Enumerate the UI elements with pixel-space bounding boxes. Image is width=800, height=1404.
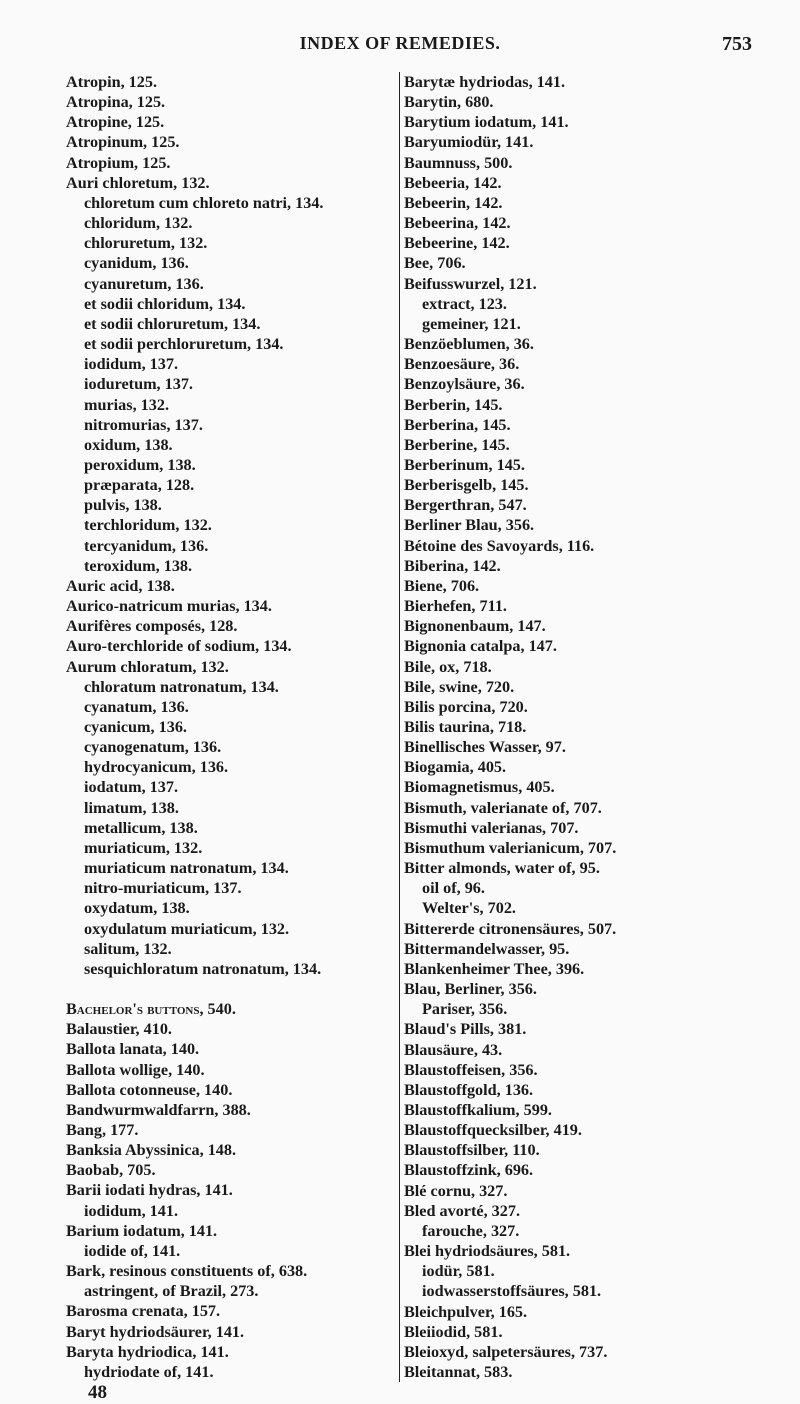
- index-subentry: salitum, 132.: [84, 939, 172, 958]
- index-entry: Blausäure, 43.: [404, 1040, 503, 1059]
- index-entry: Barytium iodatum, 141.: [404, 113, 569, 132]
- index-subentry: iodidum, 141.: [84, 1201, 179, 1220]
- index-entry: Baryt hydriodsäurer, 141.: [66, 1322, 245, 1341]
- index-entry: Aurifères composés, 128.: [66, 617, 238, 636]
- index-entry: Bilis porcina, 720.: [404, 697, 528, 716]
- index-subentry: chloretum cum chloreto natri, 134.: [84, 193, 324, 212]
- index-entry: Barytæ hydriodas, 141.: [404, 73, 565, 91]
- index-entry: Benzöeblumen, 36.: [404, 335, 534, 354]
- index-subentry: limatum, 138.: [84, 798, 179, 817]
- index-entry: Berberisgelb, 145.: [404, 476, 529, 495]
- index-subentry: Pariser, 356.: [422, 1000, 508, 1019]
- index-entry: Ballota cotonneuse, 140.: [66, 1080, 233, 1099]
- index-entry: Barium iodatum, 141.: [66, 1221, 218, 1240]
- index-subentry: iodwasserstoffsäures, 581.: [422, 1282, 602, 1301]
- index-entry: Baobab, 705.: [66, 1161, 156, 1180]
- index-subentry: muriaticum, 132.: [84, 838, 203, 857]
- index-subentry: oil of, 96.: [422, 879, 485, 898]
- index-column-right: [399, 72, 784, 1382]
- index-entry: Blaustoffsilber, 110.: [404, 1141, 540, 1160]
- index-entry: Blaustoffquecksilber, 419.: [404, 1121, 582, 1140]
- index-entry: Baumnuss, 500.: [404, 153, 513, 172]
- index-entry: Bismuthum valerianicum, 707.: [404, 838, 617, 857]
- index-subentry: iodide of, 141.: [84, 1241, 181, 1260]
- index-entry: Atropinum, 125.: [66, 133, 180, 152]
- index-entry: Bilis taurina, 718.: [404, 718, 527, 736]
- index-entry: Blankenheimer Thee, 396.: [404, 959, 585, 978]
- index-entry: Blaustoffgold, 136.: [404, 1080, 534, 1099]
- index-subentry: hydriodate of, 141.: [84, 1362, 214, 1381]
- index-entry: Blaustoffzink, 696.: [404, 1161, 534, 1180]
- index-entry: Blé cornu, 327.: [404, 1181, 508, 1200]
- index-entry: Berliner Blau, 356.: [404, 516, 535, 535]
- index-subentry: cyanatum, 136.: [84, 697, 189, 716]
- index-entry: Auric acid, 138.: [66, 576, 175, 595]
- index-entry: Biogamia, 405.: [404, 758, 507, 777]
- index-entry: Bittererde citronensäures, 507.: [404, 919, 617, 938]
- index-entry: Balaustier, 410.: [66, 1020, 172, 1039]
- index-entry: Bleioxyd, salpetersäures, 737.: [404, 1342, 608, 1361]
- index-entry: Blau, Berliner, 356.: [404, 980, 537, 999]
- index-subentry: cyanuretum, 136.: [84, 274, 204, 293]
- index-entry: Blei hydriodsäures, 581.: [404, 1242, 571, 1261]
- index-entry: Atropium, 125.: [66, 153, 171, 172]
- index-subentry: teroxidum, 138.: [84, 556, 193, 575]
- index-subentry: murias, 132.: [84, 395, 169, 414]
- index-entry: Banksia Abyssinica, 148.: [66, 1141, 237, 1160]
- index-entry: Biene, 706.: [404, 576, 480, 595]
- index-entry: Bile, ox, 718.: [404, 657, 492, 676]
- index-subentry: et sodii chloridum, 134.: [84, 294, 246, 313]
- index-entry: Biomagnetismus, 405.: [404, 778, 555, 797]
- index-entry: Aurum chloratum, 132.: [66, 657, 229, 676]
- index-subentry: iodidum, 137.: [84, 355, 179, 374]
- index-entry: Bleiiodid, 581.: [404, 1322, 503, 1341]
- index-entry: Biberina, 142.: [404, 556, 501, 575]
- index-entry: Bignonia catalpa, 147.: [404, 637, 557, 656]
- index-entry: Baryumiodür, 141.: [404, 133, 534, 152]
- index-entry: Bittermandelwasser, 95.: [404, 939, 570, 958]
- index-entry: Bitter almonds, water of, 95.: [404, 859, 600, 878]
- index-subentry: oxidum, 138.: [84, 435, 173, 454]
- index-entry: Barii iodati hydras, 141.: [66, 1181, 233, 1200]
- index-entry: Bandwurmwaldfarrn, 388.: [66, 1100, 251, 1119]
- index-entry: Baryta hydriodica, 141.: [66, 1342, 229, 1361]
- index-subentry: chloridum, 132.: [84, 214, 193, 233]
- index-entry: Bebeerina, 142.: [404, 214, 511, 233]
- index-entry: Ballota wollige, 140.: [66, 1060, 205, 1079]
- index-entry: Bang, 177.: [66, 1120, 139, 1139]
- index-entry: Blaustoffeisen, 356.: [404, 1060, 538, 1079]
- page-number: 753: [722, 33, 752, 55]
- index-entry: Barosma crenata, 157.: [66, 1302, 221, 1321]
- index-entry: Bebeerine, 142.: [404, 234, 510, 253]
- index-column-left: [66, 72, 396, 1404]
- index-subentry: hydrocyanicum, 136.: [84, 758, 229, 777]
- index-entry: Bétoine des Savoyards, 116.: [404, 536, 595, 555]
- index-subentry: muriaticum natronatum, 134.: [84, 859, 289, 878]
- index-entry: Bleitannat, 583.: [404, 1363, 513, 1381]
- index-subentry: præparata, 128.: [84, 476, 195, 495]
- index-entry: Bile, swine, 720.: [404, 677, 515, 696]
- index-entry: Bee, 706.: [404, 254, 466, 273]
- index-entry: Benzoylsäure, 36.: [404, 375, 525, 394]
- index-subentry: cyanicum, 136.: [84, 718, 187, 736]
- index-entry: Aurico-natricum murias, 134.: [66, 597, 272, 616]
- index-entry: Bebeeria, 142.: [404, 173, 502, 192]
- index-subentry: oxydatum, 138.: [84, 899, 190, 918]
- index-entry: Bebeerin, 142.: [404, 193, 503, 212]
- index-subentry: gemeiner, 121.: [422, 314, 521, 333]
- index-subentry: cyanidum, 136.: [84, 254, 189, 273]
- index-subentry: pulvis, 138.: [84, 496, 162, 515]
- index-entry: Beifusswurzel, 121.: [404, 274, 537, 293]
- index-entry: Bismuth, valerianate of, 707.: [404, 798, 602, 817]
- index-subentry: farouche, 327.: [422, 1221, 520, 1240]
- index-entry: Auri chloretum, 132.: [66, 173, 210, 192]
- index-entry: Berberin, 145.: [404, 395, 503, 414]
- index-entry: Blaud's Pills, 381.: [404, 1020, 527, 1039]
- index-subentry: tercyanidum, 136.: [84, 536, 209, 555]
- index-entry: Bignonenbaum, 147.: [404, 617, 546, 636]
- index-subentry: astringent, of Brazil, 273.: [84, 1282, 259, 1301]
- index-entry: Benzoesäure, 36.: [404, 355, 520, 374]
- index-subentry: Welter's, 702.: [422, 899, 516, 918]
- index-entry: Atropin, 125.: [66, 73, 157, 91]
- index-subentry: cyanogenatum, 136.: [84, 738, 222, 757]
- index-subentry: terchloridum, 132.: [84, 516, 212, 535]
- index-entry: Bled avorté, 327.: [404, 1201, 520, 1220]
- index-subentry: ioduretum, 137.: [84, 375, 193, 394]
- index-entry: Bleichpulver, 165.: [404, 1302, 528, 1321]
- index-subentry: et sodii perchloruretum, 134.: [84, 335, 284, 354]
- index-entry: Barytin, 680.: [404, 93, 494, 112]
- index-subentry: et sodii chloruretum, 134.: [84, 314, 261, 333]
- index-subentry: sesquichloratum natronatum, 134.: [84, 959, 322, 978]
- index-entry: Ballota lanata, 140.: [66, 1040, 200, 1059]
- index-entry: Berberine, 145.: [404, 435, 510, 454]
- index-entry: Atropine, 125.: [66, 113, 165, 132]
- signature-mark: 48: [88, 1382, 107, 1403]
- index-subentry: oxydulatum muriaticum, 132.: [84, 919, 290, 938]
- index-subentry: chloratum natronatum, 134.: [84, 677, 279, 696]
- index-subentry: metallicum, 138.: [84, 818, 198, 837]
- index-subentry: extract, 123.: [422, 294, 507, 313]
- index-entry: Blaustoffkalium, 599.: [404, 1100, 552, 1119]
- index-entry: Bark, resinous constituents of, 638.: [66, 1262, 308, 1281]
- index-subentry: nitromurias, 137.: [84, 415, 203, 434]
- index-entry: Auro-terchloride of sodium, 134.: [66, 637, 292, 656]
- index-entry: Bismuthi valerianas, 707.: [404, 818, 579, 837]
- running-title: INDEX OF REMEDIES.: [299, 33, 501, 53]
- index-entry: Berberinum, 145.: [404, 455, 525, 474]
- index-subentry: iodatum, 137.: [84, 778, 178, 797]
- index-entry: Berberina, 145.: [404, 415, 511, 434]
- index-entry: Bergerthran, 547.: [404, 496, 527, 515]
- index-subentry: nitro-muriaticum, 137.: [84, 879, 242, 898]
- page-header: [0, 33, 800, 59]
- index-subentry: chloruretum, 132.: [84, 234, 208, 253]
- index-entry: Bierhefen, 711.: [404, 597, 507, 616]
- index-subentry: peroxidum, 138.: [84, 455, 196, 474]
- index-entry: Binellisches Wasser, 97.: [404, 738, 566, 757]
- index-subentry: iodür, 581.: [422, 1262, 495, 1281]
- index-entry: Atropina, 125.: [66, 93, 166, 112]
- index-entry: Bachelor's buttons, 540.: [66, 1000, 236, 1019]
